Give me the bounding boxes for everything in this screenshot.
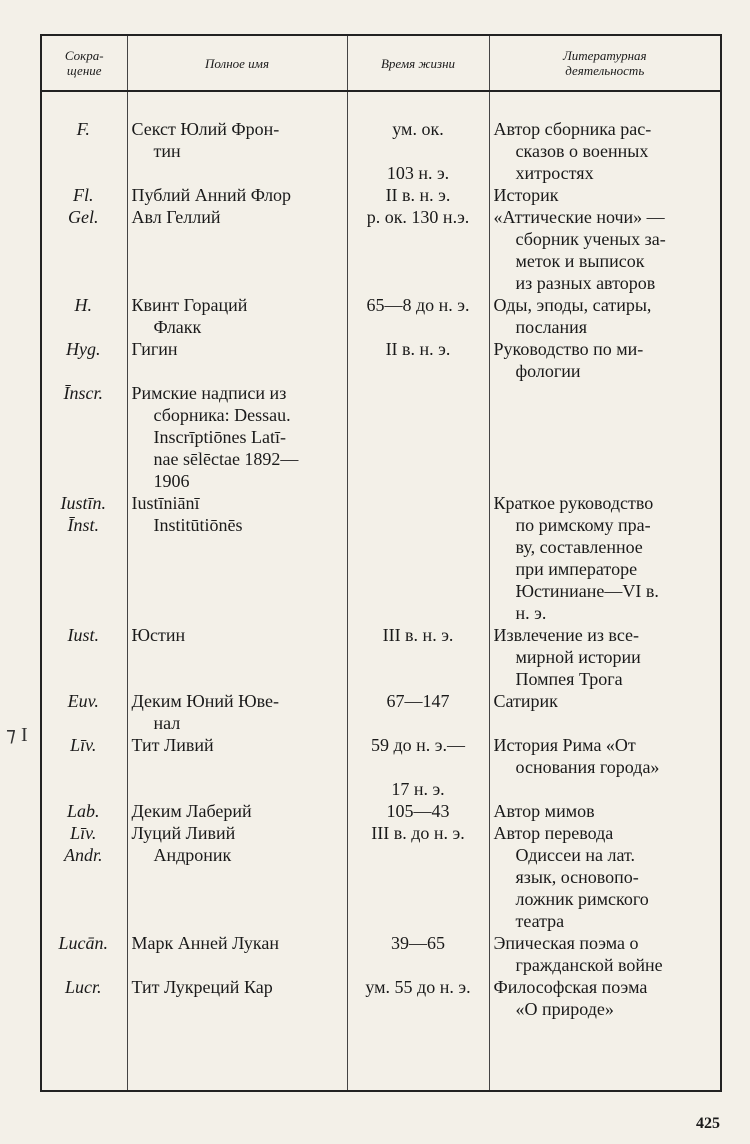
header-lifetime: Время жизни bbox=[347, 35, 489, 91]
cell-activity-line: Краткое руководство bbox=[493, 493, 654, 513]
cell-activity-line: Эпическая поэма о bbox=[493, 933, 639, 953]
cell-full-name-line: Iustīniānī bbox=[131, 493, 200, 513]
cell-activity-line: гражданской войне bbox=[515, 955, 663, 975]
cell-abbreviation bbox=[41, 184, 127, 206]
cell-activity-line: Философская поэма bbox=[493, 977, 648, 997]
cell-abbreviation-line: Lucr. bbox=[64, 977, 102, 997]
cell-full-name bbox=[127, 338, 347, 382]
cell-lifetime bbox=[347, 690, 489, 734]
cell-activity bbox=[489, 932, 721, 976]
cell-full-name-line: Inscrīptiōnes Latī- bbox=[153, 427, 286, 447]
cell-abbreviation bbox=[41, 206, 127, 294]
table-body bbox=[41, 91, 721, 1091]
cell-full-name-line: Марк Анней Лукан bbox=[131, 933, 279, 953]
cell-activity-line: хитростях bbox=[515, 163, 594, 183]
table-row bbox=[41, 624, 721, 690]
table-row bbox=[41, 492, 721, 624]
header-activity-line-1: Литературная bbox=[562, 48, 647, 63]
cell-lifetime-line: 17 н. э. bbox=[391, 779, 445, 799]
cell-abbreviation-line: Iustīn. bbox=[60, 493, 106, 513]
cell-abbreviation-line: Īnst. bbox=[67, 515, 99, 535]
cell-activity bbox=[489, 492, 721, 624]
cell-full-name bbox=[127, 624, 347, 690]
cell-full-name bbox=[127, 294, 347, 338]
cell-activity-line: Историк bbox=[493, 185, 559, 205]
header-abbreviation bbox=[41, 35, 127, 91]
table-row bbox=[41, 338, 721, 382]
cell-activity bbox=[489, 800, 721, 822]
cell-abbreviation bbox=[41, 932, 127, 976]
cell-full-name bbox=[127, 932, 347, 976]
table-row bbox=[41, 822, 721, 932]
cell-activity-line: н. э. bbox=[515, 603, 547, 623]
cell-activity-line: основания города» bbox=[515, 757, 660, 777]
table-row bbox=[41, 184, 721, 206]
cell-full-name-line: Андроник bbox=[153, 845, 232, 865]
cell-lifetime-line: ум. 55 до н. э. bbox=[365, 977, 471, 997]
cell-activity bbox=[489, 976, 721, 1020]
cell-activity-line: Автор мимов bbox=[493, 801, 595, 821]
cell-activity bbox=[489, 822, 721, 932]
cell-activity bbox=[489, 734, 721, 800]
cell-activity-line: «О природе» bbox=[515, 999, 614, 1019]
filler-cell bbox=[347, 1020, 489, 1091]
cell-lifetime-line: р. ок. 130 н.э. bbox=[366, 207, 470, 227]
cell-full-name-line: Деким Юний Юве- bbox=[131, 691, 280, 711]
cell-full-name-line: Тит Ливий bbox=[131, 735, 214, 755]
header-activity bbox=[489, 35, 721, 91]
cell-abbreviation-line: Iust. bbox=[67, 625, 99, 645]
cell-abbreviation-line: Līv. bbox=[70, 823, 97, 843]
cell-activity-line: Извлечение из все- bbox=[493, 625, 640, 645]
cell-full-name-line: Флакк bbox=[153, 317, 202, 337]
table-row bbox=[41, 294, 721, 338]
cell-lifetime-line: II в. н. э. bbox=[385, 185, 451, 205]
margin-mark: ⁊ I bbox=[6, 724, 28, 746]
cell-abbreviation-line: Īnscr. bbox=[63, 383, 103, 403]
cell-abbreviation bbox=[41, 382, 127, 492]
cell-full-name-line: 1906 bbox=[153, 471, 190, 491]
cell-lifetime bbox=[347, 734, 489, 800]
table-row bbox=[41, 206, 721, 294]
filler-cell bbox=[127, 1020, 347, 1091]
cell-full-name bbox=[127, 91, 347, 184]
cell-lifetime bbox=[347, 800, 489, 822]
cell-full-name-line: нал bbox=[153, 713, 181, 733]
cell-abbreviation bbox=[41, 734, 127, 800]
cell-lifetime bbox=[347, 294, 489, 338]
cell-full-name-line: Юстин bbox=[131, 625, 186, 645]
cell-full-name bbox=[127, 822, 347, 932]
cell-activity-line: при императоре bbox=[515, 559, 638, 579]
table-row bbox=[41, 976, 721, 1020]
cell-activity-line: Помпея Трога bbox=[515, 669, 623, 689]
cell-full-name-line: Авл Геллий bbox=[131, 207, 221, 227]
table-row bbox=[41, 91, 721, 184]
cell-abbreviation bbox=[41, 624, 127, 690]
cell-lifetime-line: 59 до н. э.— bbox=[370, 735, 466, 755]
cell-full-name-line: Римские надписи из bbox=[131, 383, 287, 403]
cell-lifetime-line: III в. до н. э. bbox=[371, 823, 465, 843]
cell-full-name bbox=[127, 734, 347, 800]
table-row bbox=[41, 734, 721, 800]
cell-full-name bbox=[127, 800, 347, 822]
cell-lifetime bbox=[347, 492, 489, 624]
cell-abbreviation bbox=[41, 690, 127, 734]
cell-abbreviation-line: Hyg. bbox=[66, 339, 101, 359]
cell-abbreviation-line: Gel. bbox=[68, 207, 99, 227]
cell-full-name-line: Публий Анний Флор bbox=[131, 185, 292, 205]
cell-activity-line: Автор сборника рас- bbox=[493, 119, 652, 139]
cell-activity bbox=[489, 338, 721, 382]
cell-activity-line: сборник ученых за- bbox=[515, 229, 666, 249]
cell-lifetime bbox=[347, 206, 489, 294]
cell-activity-line: Автор перевода bbox=[493, 823, 614, 843]
cell-abbreviation bbox=[41, 492, 127, 624]
cell-activity-line: из разных авторов bbox=[515, 273, 656, 293]
cell-activity bbox=[489, 184, 721, 206]
cell-full-name-line: Деким Лаберий bbox=[131, 801, 252, 821]
filler-row bbox=[41, 1020, 721, 1091]
cell-activity-line: меток и выписок bbox=[515, 251, 645, 271]
table-header bbox=[41, 35, 721, 91]
cell-full-name-line: Луций Ливий bbox=[131, 823, 236, 843]
cell-lifetime bbox=[347, 382, 489, 492]
cell-lifetime bbox=[347, 338, 489, 382]
cell-abbreviation-line: Euv. bbox=[67, 691, 99, 711]
cell-activity-line: Сатирик bbox=[493, 691, 558, 711]
cell-lifetime-line: 39—65 bbox=[391, 933, 445, 953]
cell-abbreviation-line: Līv. bbox=[70, 735, 97, 755]
cell-full-name bbox=[127, 184, 347, 206]
header-abbr-line-2: щение bbox=[66, 63, 102, 78]
cell-lifetime bbox=[347, 822, 489, 932]
cell-abbreviation bbox=[41, 294, 127, 338]
cell-activity bbox=[489, 294, 721, 338]
cell-abbreviation bbox=[41, 91, 127, 184]
cell-lifetime-line: 65—8 до н. э. bbox=[366, 295, 470, 315]
cell-abbreviation-line: Lucān. bbox=[58, 933, 108, 953]
cell-full-name-line: Гигин bbox=[131, 339, 178, 359]
cell-activity bbox=[489, 382, 721, 492]
cell-activity-line: сказов о военных bbox=[515, 141, 649, 161]
table-row bbox=[41, 382, 721, 492]
abbreviations-table bbox=[40, 34, 722, 1092]
cell-activity-line: фологии bbox=[515, 361, 581, 381]
filler-cell bbox=[41, 1020, 127, 1091]
cell-lifetime-line: III в. н. э. bbox=[382, 625, 454, 645]
cell-lifetime bbox=[347, 932, 489, 976]
cell-activity bbox=[489, 206, 721, 294]
cell-activity-line: мирной истории bbox=[515, 647, 641, 667]
filler-cell bbox=[489, 1020, 721, 1091]
cell-lifetime bbox=[347, 624, 489, 690]
cell-activity-line: История Рима «От bbox=[493, 735, 636, 755]
cell-activity bbox=[489, 690, 721, 734]
cell-abbreviation-line: H. bbox=[74, 295, 92, 315]
cell-lifetime-line: II в. н. э. bbox=[385, 339, 451, 359]
cell-lifetime-line: 105—43 bbox=[386, 801, 450, 821]
cell-lifetime-line: 103 н. э. bbox=[386, 163, 450, 183]
cell-full-name bbox=[127, 382, 347, 492]
cell-abbreviation-line: Lab. bbox=[66, 801, 100, 821]
cell-full-name bbox=[127, 690, 347, 734]
cell-full-name-line: Секст Юлий Фрон- bbox=[131, 119, 280, 139]
cell-abbreviation bbox=[41, 800, 127, 822]
cell-abbreviation bbox=[41, 976, 127, 1020]
cell-activity-line: «Аттические ночи» — bbox=[493, 207, 665, 227]
cell-abbreviation bbox=[41, 338, 127, 382]
cell-activity-line: театра bbox=[515, 911, 565, 931]
cell-activity-line: язык, основопо- bbox=[515, 867, 639, 887]
cell-full-name bbox=[127, 976, 347, 1020]
cell-activity-line: Оды, эподы, сатиры, bbox=[493, 295, 652, 315]
cell-lifetime-line: ум. ок. bbox=[392, 119, 444, 139]
cell-abbreviation-line: Andr. bbox=[63, 845, 103, 865]
cell-abbreviation-line: Fl. bbox=[73, 185, 94, 205]
cell-lifetime bbox=[347, 91, 489, 184]
cell-full-name-line: сборника: Dessau. bbox=[153, 405, 291, 425]
table-row bbox=[41, 690, 721, 734]
cell-abbreviation-line: F. bbox=[76, 119, 90, 139]
cell-activity-line: по римскому пра- bbox=[515, 515, 651, 535]
cell-activity-line: Одиссеи на лат. bbox=[515, 845, 636, 865]
table-row bbox=[41, 932, 721, 976]
cell-activity-line: ву, составленное bbox=[515, 537, 643, 557]
cell-full-name-line: Institūtiōnēs bbox=[153, 515, 243, 535]
header-full-name: Полное имя bbox=[127, 35, 347, 91]
header-activity-line-2: деятельность bbox=[565, 63, 645, 78]
cell-full-name bbox=[127, 206, 347, 294]
cell-full-name-line: nae sēlēctae 1892— bbox=[153, 449, 299, 469]
page-number: 425 bbox=[696, 1115, 720, 1132]
cell-abbreviation bbox=[41, 822, 127, 932]
cell-activity-line: ложник римского bbox=[515, 889, 649, 909]
cell-lifetime bbox=[347, 976, 489, 1020]
cell-activity-line: Руководство по ми- bbox=[493, 339, 644, 359]
cell-full-name-line: тин bbox=[153, 141, 181, 161]
cell-full-name-line: Квинт Гораций bbox=[131, 295, 248, 315]
cell-lifetime bbox=[347, 184, 489, 206]
cell-activity bbox=[489, 91, 721, 184]
cell-activity-line: послания bbox=[515, 317, 588, 337]
table-row bbox=[41, 800, 721, 822]
header-abbr-line-1: Сокра- bbox=[64, 48, 104, 63]
cell-activity bbox=[489, 624, 721, 690]
cell-activity-line: Юстиниане—VI в. bbox=[515, 581, 659, 601]
cell-lifetime-line: 67—147 bbox=[386, 691, 450, 711]
cell-full-name bbox=[127, 492, 347, 624]
cell-full-name-line: Тит Лукреций Кар bbox=[131, 977, 273, 997]
